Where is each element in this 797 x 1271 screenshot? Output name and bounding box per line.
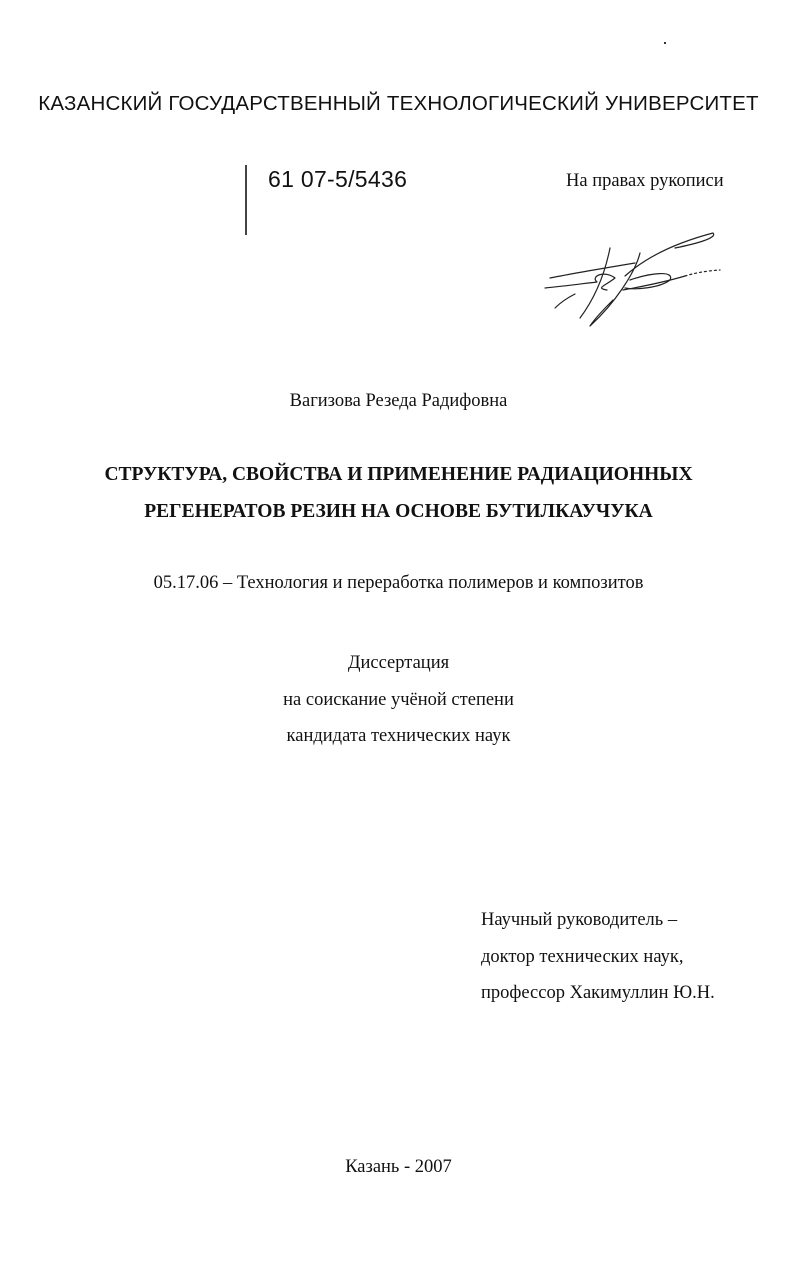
author-name: Вагизова Резеда Радифовна <box>289 391 508 411</box>
city-year: Казань - 2007 <box>345 1157 452 1177</box>
signature-icon <box>535 218 725 333</box>
supervisor-line-2: доктор технических наук, <box>481 946 684 967</box>
degree-line-3: кандидата технических наук <box>286 726 511 746</box>
specialty-code: 05.17.06 – Технология и переработка полимеров и композитов <box>153 573 644 593</box>
degree-line-1: Диссертация <box>347 653 450 673</box>
title-line-1: СТРУКТУРА, СВОЙСТВА И ПРИМЕНЕНИЕ РАДИАЦИОННЫХ <box>104 464 693 485</box>
stamp-divider <box>245 165 247 235</box>
degree-statement <box>0 645 797 755</box>
supervisor-line-3: профессор Хакимуллин Ю.Н. <box>481 983 715 1003</box>
university-name: КАЗАНСКИЙ ГОСУДАРСТВЕННЫЙ ТЕХНОЛОГИЧЕСКИЙ УНИВЕРСИТЕТ <box>38 92 759 115</box>
dissertation-title <box>0 456 797 530</box>
supervisor-line-1: Научный руководитель – <box>481 910 678 930</box>
title-line-2: РЕГЕНЕРАТОВ РЕЗИН НА ОСНОВЕ БУТИЛКАУЧУКА <box>144 501 653 522</box>
library-stamp-number: 61 07-5/5436 <box>268 166 408 192</box>
degree-line-2: на соискание учёной степени <box>283 689 514 710</box>
manuscript-rights-note: На правах рукописи <box>566 171 724 191</box>
scientific-supervisor <box>481 902 715 1012</box>
scan-speck <box>664 42 666 44</box>
